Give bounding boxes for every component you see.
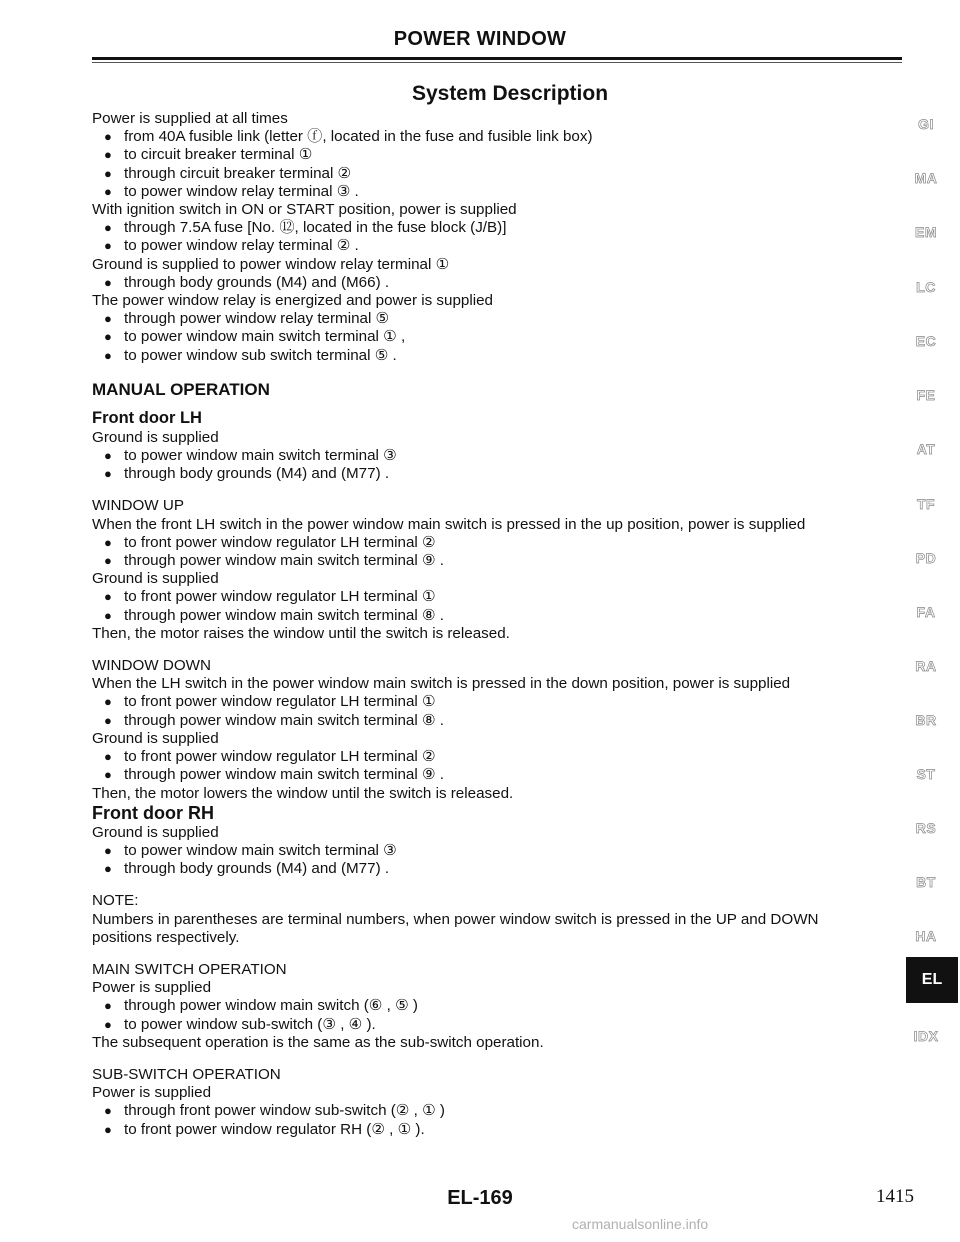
text-line: With ignition switch in ON or START position, power is supplied <box>92 201 517 219</box>
text-line: Power is supplied at all times <box>92 110 288 127</box>
heading-front-door-rh: Front door RH <box>92 802 214 823</box>
bullet-item: ● to front power window regulator RH (② , ① ). <box>104 1120 425 1138</box>
header-rule <box>92 57 902 60</box>
text-line: The subsequent operation is the same as the sub-switch operation. <box>92 1033 544 1051</box>
text-line: positions respectively. <box>92 928 240 946</box>
bullet-item: ● to power window relay terminal ③ . <box>104 182 359 200</box>
document-body <box>92 110 902 1139</box>
bullet-item: ● to power window sub-switch (③ , ④ ). <box>104 1015 376 1033</box>
bullet-item: ● through circuit breaker terminal ② <box>104 164 352 182</box>
bullet-item: ● to circuit breaker terminal ① <box>104 146 313 164</box>
text-line: Ground is supplied to power window relay terminal ① <box>92 255 450 273</box>
index-tab-st[interactable]: ST <box>916 766 936 782</box>
bullet-item: ● through power window main switch terminal ⑨ . <box>104 552 445 570</box>
index-tab-em[interactable]: EM <box>915 224 937 240</box>
text-line: Power is supplied <box>92 979 212 997</box>
bullet-item: ● to power window main switch terminal ③ <box>104 447 397 465</box>
page-code: EL-169 <box>447 1187 513 1209</box>
section-title: System Description <box>411 82 609 105</box>
bullet-item: ● to power window main switch terminal ① , <box>104 328 406 346</box>
bullet-item: ● from 40A fusible link (letter ⓕ, located in the fuse and fusible link box) <box>104 128 593 146</box>
bullet-item: ● through power window relay terminal ⑤ <box>104 310 390 328</box>
bullet-item: ● through power window main switch terminal ⑧ . <box>104 606 445 624</box>
index-tab-ma[interactable]: MA <box>914 170 938 186</box>
text-line: MAIN SWITCH OPERATION <box>92 960 287 978</box>
index-tab-ec[interactable]: EC <box>915 333 937 349</box>
text-line: When the front LH switch in the power window main switch is pressed in the up position, power is supplied <box>92 515 806 533</box>
index-tab-gi[interactable]: GI <box>918 116 934 132</box>
bullet-item: ● through power window main switch terminal ⑧ . <box>104 711 445 729</box>
text-line: When the LH switch in the power window main switch is pressed in the down position, power is supplied <box>92 675 791 693</box>
index-tab-lc[interactable]: LC <box>916 279 936 295</box>
index-tab-br[interactable]: BR <box>915 712 937 728</box>
bullet-item: ● through body grounds (M4) and (M77) . <box>104 465 390 483</box>
index-tab-rs[interactable]: RS <box>915 820 937 836</box>
text-line: WINDOW DOWN <box>92 657 211 675</box>
bullet-item: ● through 7.5A fuse [No. ⑫, located in the fuse block (J/B)] <box>104 219 507 237</box>
bullet-item: ● to front power window regulator LH terminal ① <box>104 693 436 711</box>
text-line: Ground is supplied <box>92 729 219 747</box>
index-tab-ra[interactable]: RA <box>915 658 937 674</box>
bullet-item: ● to power window sub switch terminal ⑤ . <box>104 346 397 364</box>
bullet-item: ● to front power window regulator LH terminal ② <box>104 748 436 766</box>
text-line: The power window relay is energized and power is supplied <box>92 292 494 310</box>
note-label: NOTE: <box>92 892 139 910</box>
text-line: Then, the motor raises the window until the switch is released. <box>92 624 510 642</box>
index-tab-tf[interactable]: TF <box>916 496 936 512</box>
bullet-item: ● through power window main switch (⑥ , ⑤ ) <box>104 997 418 1015</box>
bullet-item: ● to front power window regulator LH terminal ① <box>104 588 436 606</box>
heading-manual-operation: MANUAL OPERATION <box>92 379 270 399</box>
text-line: Then, the motor lowers the window until the switch is released. <box>92 784 514 802</box>
page-number: 1415 <box>876 1186 914 1207</box>
text-line: Ground is supplied <box>92 570 219 588</box>
bullet-item: ● to front power window regulator LH terminal ② <box>104 533 436 551</box>
page-header-title: POWER WINDOW <box>393 28 567 50</box>
bullet-item: ● to power window main switch terminal ③ <box>104 841 397 859</box>
bullet-item: ● through power window main switch terminal ⑨ . <box>104 766 445 784</box>
text-line: Ground is supplied <box>92 823 219 841</box>
text-line: WINDOW UP <box>92 497 184 515</box>
bullet-item: ● through body grounds (M4) and (M66) . <box>104 273 390 291</box>
index-tab-fe[interactable]: FE <box>916 387 936 403</box>
bullet-item: ● through body grounds (M4) and (M77) . <box>104 860 390 878</box>
bullet-item: ● through front power window sub-switch (② , ① ) <box>104 1102 445 1120</box>
text-line: Ground is supplied <box>92 428 219 446</box>
header-rule-thin <box>92 62 902 63</box>
text-line: Power is supplied <box>92 1084 212 1102</box>
index-tab-bt[interactable]: BT <box>916 874 936 890</box>
index-tab-el-active[interactable]: EL <box>906 957 958 1003</box>
heading-front-door-lh: Front door LH <box>92 408 202 427</box>
index-tab-ha[interactable]: HA <box>915 928 937 944</box>
index-tab-pd[interactable]: PD <box>915 550 937 566</box>
text-line: SUB-SWITCH OPERATION <box>92 1065 281 1083</box>
text-line: Numbers in parentheses are terminal numbers, when power window switch is pressed in the UP and DOWN <box>92 910 819 928</box>
index-tab-fa[interactable]: FA <box>916 604 936 620</box>
watermark-text: carmanualsonline.info <box>572 1216 709 1232</box>
index-tab-at[interactable]: AT <box>916 441 936 457</box>
index-tab-idx[interactable]: IDX <box>913 1028 939 1044</box>
bullet-item: ● to power window relay terminal ② . <box>104 237 359 255</box>
